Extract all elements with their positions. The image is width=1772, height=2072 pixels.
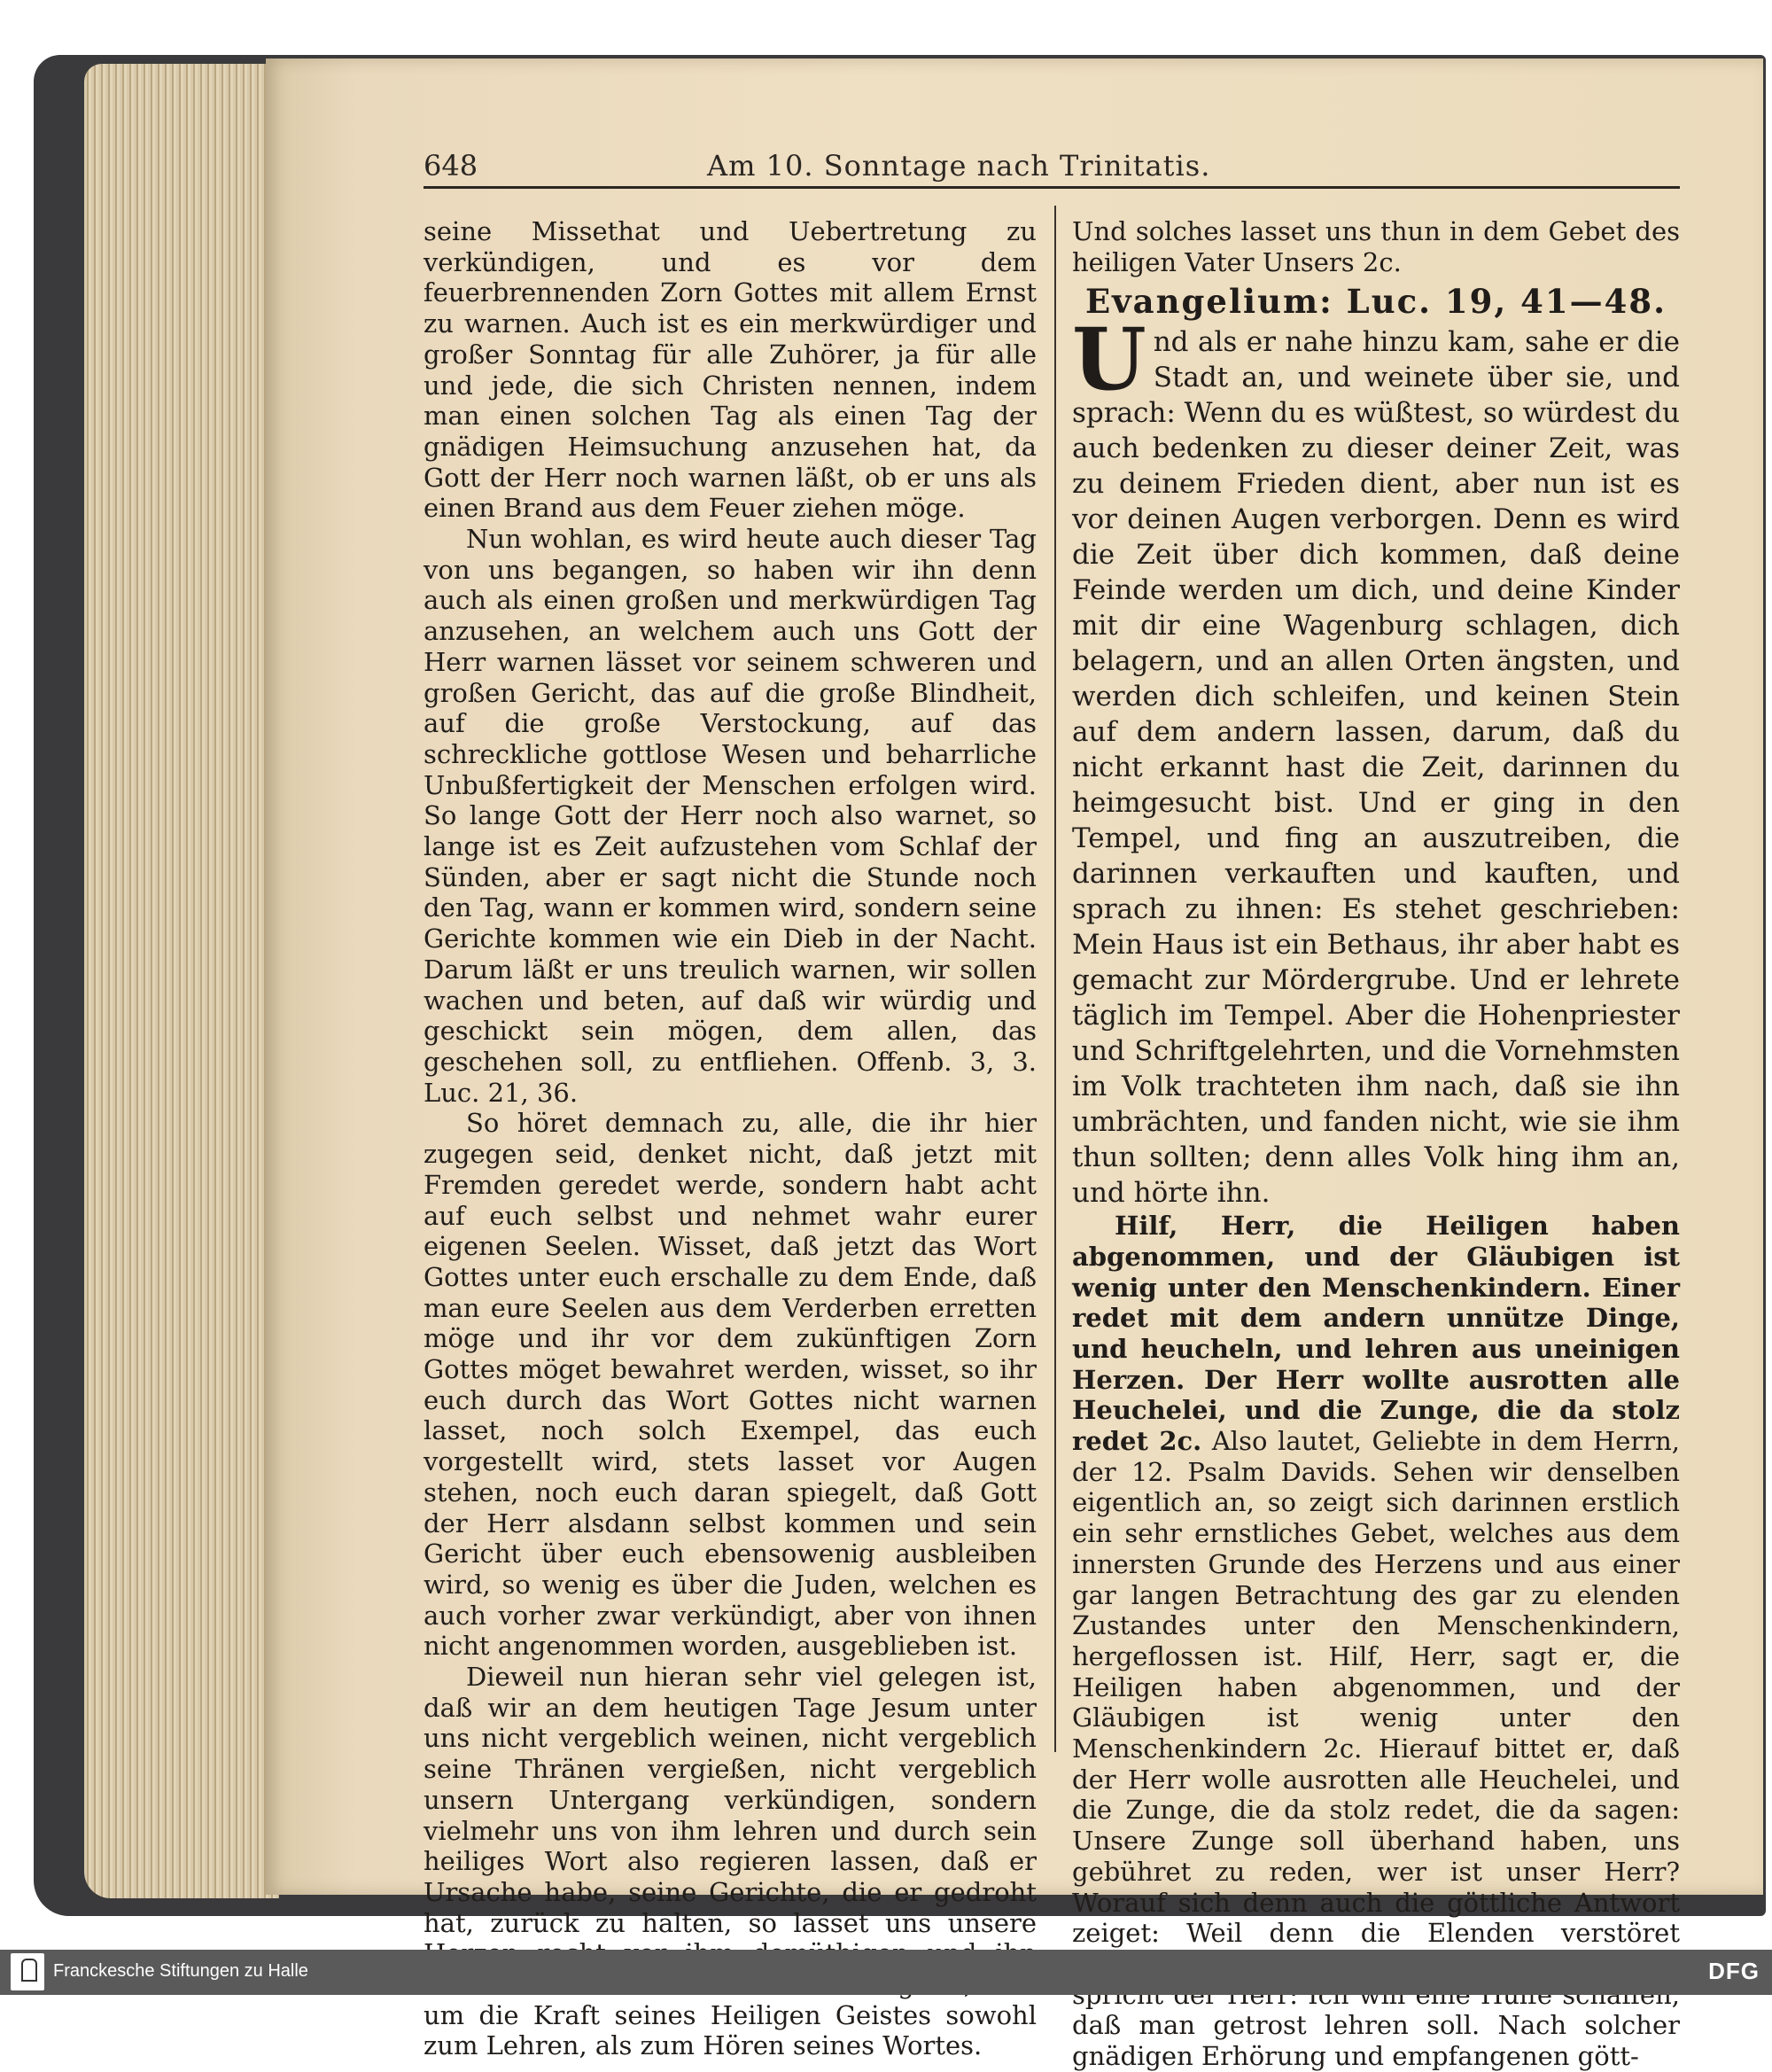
right-column	[1072, 216, 1680, 2072]
dfg-logo: DFG	[1708, 1958, 1760, 1984]
left-column	[424, 216, 1037, 2061]
paragraph: So höret demnach zu, alle, die ihr hier zugegen seid, denket nicht, daß jetzt mit Fremden geredet werde, sondern habt acht auf euch selbst und nehmet wahr eurer eigenen Seelen. Wisset, daß jetzt das Wort Gottes unter euch erschalle zu dem Ende, daß man eure Seelen aus dem Verderben erretten möge und ihr vor dem zukünftigen Zorn Gottes möget bewahret werden, wisset, so ihr euch durch das Wort Gottes nicht warnen lasset, noch solch Exempel, das euch vorgestellt wird, stets lasset vor Augen stehen, noch euch daran spiegelt, daß Gott der Herr alsdann selbst kommen und sein Gericht über euch ebensowenig ausbleiben wird, so wenig es über die Juden, welchen es auch vorher zwar verkündigt, aber von ihnen nicht angenommen worden, ausgeblieben ist.	[424, 1108, 1037, 1662]
column-divider	[1054, 206, 1056, 1752]
drop-cap: U	[1072, 309, 1146, 410]
paragraph: Dieweil nun hieran sehr viel gelegen ist, daß wir an dem heutigen Tage Jesum unter uns nicht vergeblich weinen, nicht vergeblich seine Thränen vergießen, nicht vergeblich unsern Untergang verkündigen, sondern vielmehr uns von ihm lehren und durch sein heiliges Wort also regieren lassen, daß er Ursache habe, seine Gerichte, die er gedroht hat, zurück zu halten, so lasset uns unsere um die Kraft seines Heiligen Geistes sowohl zum Lehren, als zum Hören seines Wortes.	[424, 1662, 1037, 2061]
gospel-body: nd als er nahe hinzu kam, sahe er die Stadt an, und weinete über sie, und sprach: Wenn du es wüßtest, so würdest du auch bedenken zu dieser deiner Zeit, was zu deinem Frieden dient, aber nun ist es vor deinen Augen verborgen. Denn es wird die Zeit über dich kommen, daß deine Feinde werden um dich, und deine Kinder mit dir eine Wagenburg schlagen, dich belagern, und an allen Orten ängsten, und werden dich schleifen, und keinen Stein auf dem andern lassen, darum, daß du nicht erkannt hast die Zeit, darinnen du heimgesucht bist. Und er ging in den Tempel, und fing an auszutreiben, die darinnen verkauften und kauften, und sprach zu ihnen: Es stehet geschrieben: Mein Haus ist ein Bethaus, ihr aber habt es gemacht zur Mördergrube. Und er lehrete täglich im Tempel. Aber die Hohenpriester und Schriftgelehrten, und die Vornehmsten im Volk trachteten ihm nach, daß sie ihn umbrächten, und fanden nicht, wie sie ihm thun sollten; denn alles Volk hing ihm an, und hörte ihn.	[1072, 326, 1680, 1210]
page-header	[424, 144, 1680, 189]
paragraph: seine Missethat und Uebertretung zu verkündigen, und es vor dem feuerbrennenden Zorn Gottes mit allem Ernst zu warnen. Auch ist es ein merkwürdiger und großer Sonntag für alle Zuhörer, ja für alle und jede, die sich Christen nennen, indem man einen solchen Tag als einen Tag der gnädigen Heimsuchung anzusehen hat, da Gott der Herr noch warnen läßt, ob er uns als einen Brand aus dem Feuer ziehen möge.	[424, 216, 1037, 524]
gospel-heading: Evangelium: Luc. 19, 41—48.	[1084, 282, 1667, 322]
sermon-paragraph	[1072, 1211, 1680, 2072]
gospel-text	[1072, 309, 1680, 1211]
paragraph: Nun wohlan, es wird heute auch dieser Tag von uns begangen, so haben wir ihn denn auch als einen großen und merkwürdigen Tag anzusehen, an welchem auch uns Gott der Herr warnen lässet vor seinem schweren und großen Gericht, das auf die große Blindheit, auf die große Verstockung, auf das schreckliche gottlose Wesen und beharrliche Unbußfertigkeit der Menschen erfolgen wird. So lange Gott der Herr noch also warnet, so lange ist es Zeit aufzustehen vom Schlaf der Sünden, aber er sagt nicht die Stunde noch den Tag, wann er kommen wird, sondern seine Gerichte kommen wie ein Dieb in der Nacht. Darum läßt er uns treulich warnen, wir sollen wachen und beten, auf daß wir würdig und geschickt sein mögen, dem allen, das geschehen soll, zu entfliehen. Offenb. 3, 3. Luc. 21, 36.	[424, 524, 1037, 1108]
sermon-text: Also lautet, Geliebte in dem Herrn, der 12. Psalm Davids. Sehen wir denselben eigentlich an, so zeigt sich darinnen erstlich ein sehr ernstliches Gebet, welches aus dem innersten Grunde des Herzens und aus einer gar langen Betrachtung des gar zu elenden Zustandes unter den Menschenkindern, hergeflossen ist. Hilf, Herr, sagt er, die Heiligen haben abgenommen, und der Gläubigen ist wenig unter den Menschenkindern 2c. Hierauf bittet er, daß der Herr wolle ausrotten alle Heuchelei, und die Zunge, die da stolz redet, die da sagen: Unsere Zunge soll überhand haben, uns gebühret zu reden, wer ist unser Herr? Worauf sich denn auch die göttliche Antwort zeiget: Weil denn die Elenden verstöret daß man getrost lehren soll. Nach solcher gnädigen Erhörung und empfangenen gött-	[1072, 1426, 1680, 2072]
viewer-footer	[0, 1950, 1772, 1995]
institution-logo	[11, 1953, 44, 1990]
page-number: 648	[424, 149, 478, 183]
psalm-quote: Hilf, Herr, die Heiligen haben abgenommen, und der Gläubigen ist wenig unter den Menschenkindern. Einer redet mit dem andern unnütze Dinge, und heucheln, und lehren aus uneinigen Herzen. Der Herr wollte ausrotten alle Heuchelei, und die Zunge, die da stolz redet 2c.	[1072, 1211, 1680, 1457]
institution-name: Franckesche Stiftungen zu Halle	[53, 1961, 308, 1981]
intro-text: Und solches lasset uns thun in dem Gebet des heiligen Vater Unsers 2c.	[1072, 216, 1680, 277]
running-head: Am 10. Sonntage nach Trinitatis.	[707, 149, 1211, 183]
page-edges	[84, 64, 279, 1898]
